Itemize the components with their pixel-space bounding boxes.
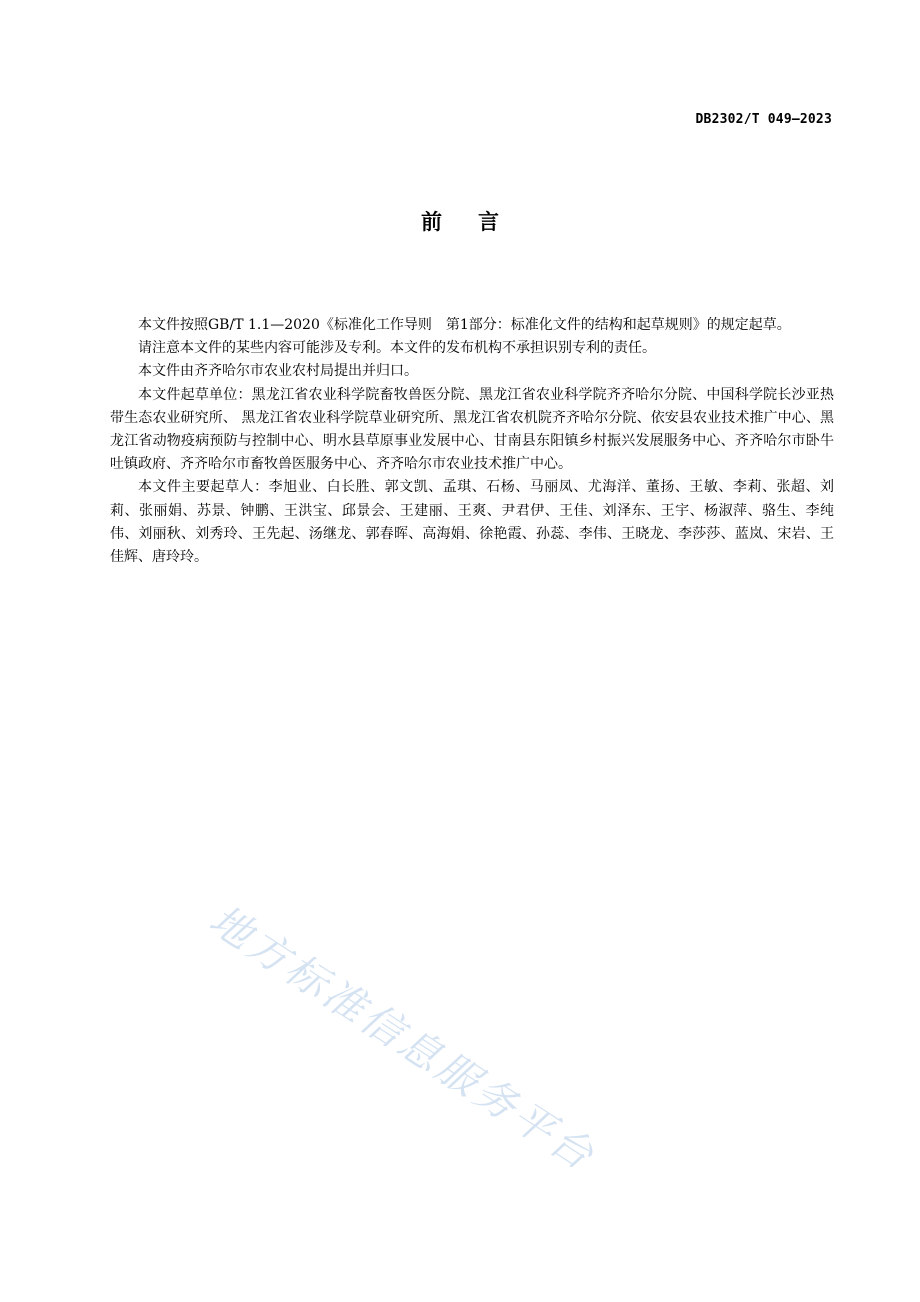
- page-title: 前言: [421, 210, 535, 234]
- paragraph-patent-notice: 请注意本文件的某些内容可能涉及专利。本文件的发布机构不承担识别专利的责任。: [138, 340, 656, 357]
- paragraph-proposer: 本文件由齐齐哈尔市农业农村局提出并归口。: [138, 363, 418, 380]
- paragraph-drafters: 本文件主要起草人：李旭业、白长胜、郭文凯、孟琪、石杨、马丽凤、尤海洋、董扬、王敏、李莉、张超、刘莉、张丽娟、苏景、钟鹏、王洪宝、邱景会、王建丽、王爽、尹君伊、王佳、刘泽东、王宇、杨淑萍、骆生、李纯伟、刘丽秋、刘秀玲、王先起、汤继龙、郭春晖、高海娟、徐艳霞、孙蕊、李伟、王晓龙、李莎莎、蓝岚、宋岩、王佳辉、唐玲玲。: [110, 479, 834, 566]
- paragraph-drafting-rules: 本文件按照GB/T 1.1—2020《标准化工作导则 第1部分：标准化文件的结构和起草规则》的规定起草。: [138, 317, 791, 333]
- document-code: DB2302/T 049—2023: [695, 112, 832, 127]
- paragraph-drafting-units: 本文件起草单位：黑龙江省农业科学院畜牧兽医分院、黑龙江省农业科学院齐齐哈尔分院、中国科学院长沙亚热带生态农业研究所、 黑龙江省农业科学院草业研究所、黑龙江省农机院齐齐哈尔分院、依安县农业技术推广中心、黑龙江省动物疫病预防与控制中心、明水县草原事业发展中心、甘南县东阳镇乡村振兴发展服务中心、齐齐哈尔市卧牛吐镇政府、齐齐哈尔市畜牧兽医服务中心、齐齐哈尔市农业技术推广中心。: [110, 386, 834, 473]
- foreword-body: [110, 314, 834, 569]
- watermark: 地方标准信息服务平台: [200, 895, 605, 1181]
